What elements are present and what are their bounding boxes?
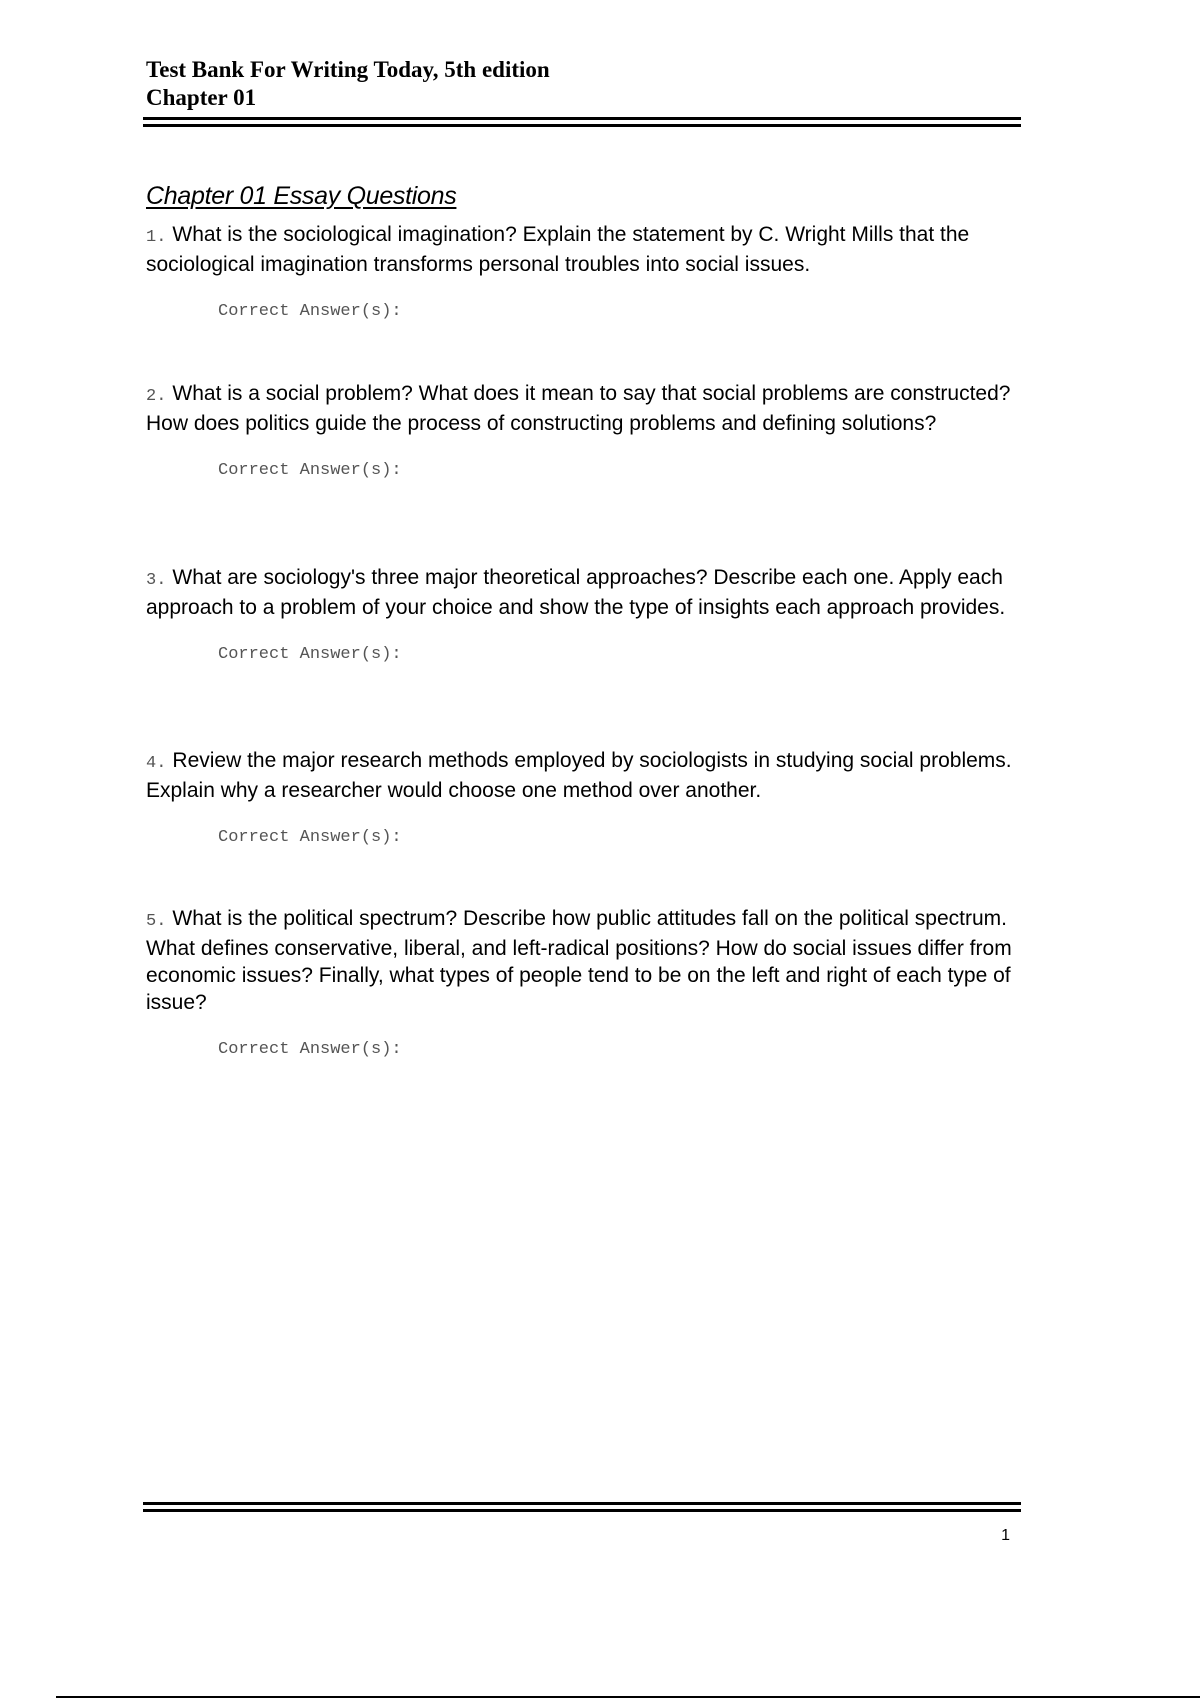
question-1: [146, 221, 1026, 321]
page-header: [146, 56, 1022, 112]
question-number: 2.: [146, 387, 167, 406]
question-text: [146, 380, 1026, 437]
question-number: 1.: [146, 228, 167, 247]
footer-divider: [143, 1502, 1021, 1512]
correct-answer-label: Correct Answer(s):: [218, 828, 402, 847]
question-text: [146, 747, 1026, 804]
header-divider: [143, 117, 1021, 127]
question-body: Review the major research methods employed by sociologists in studying social problems. Explain why a researcher would choose one method over another.: [146, 749, 1012, 802]
correct-answer-label: Correct Answer(s):: [218, 461, 402, 480]
question-number: 3.: [146, 571, 167, 590]
question-body: What is the political spectrum? Describe how public attitudes fall on the political spectrum. What defines conservative, liberal, and left-radical positions? How do social issues differ from economic issues? Finally, what types of people tend to be on the left and right of each type of issue?: [146, 907, 1012, 1014]
correct-answer-label: Correct Answer(s):: [218, 302, 402, 321]
question-4: [146, 747, 1026, 847]
question-text: [146, 905, 1026, 1016]
correct-answer-label: Correct Answer(s):: [218, 645, 402, 664]
document-title: Test Bank For Writing Today, 5th edition: [146, 57, 550, 82]
chapter-label: Chapter 01: [146, 85, 257, 110]
question-text: [146, 221, 1026, 278]
question-body: What are sociology's three major theoretical approaches? Describe each one. Apply each approach to a problem of your choice and show the type of insights each approach provides.: [146, 566, 1006, 619]
section-title: Chapter 01 Essay Questions: [146, 182, 457, 210]
correct-answer-label: Correct Answer(s):: [218, 1040, 402, 1059]
page-number: 1: [1001, 1527, 1010, 1544]
question-body: What is the sociological imagination? Explain the statement by C. Wright Mills that the sociological imagination transforms personal troubles into social issues.: [146, 223, 970, 276]
question-3: [146, 564, 1026, 664]
question-2: [146, 380, 1026, 480]
page-edge-line: [56, 1696, 1200, 1698]
question-body: What is a social problem? What does it mean to say that social problems are constructed? How does politics guide the process of constructing problems and defining solutions?: [146, 382, 1011, 435]
question-text: [146, 564, 1026, 621]
question-number: 4.: [146, 754, 167, 773]
question-number: 5.: [146, 912, 167, 931]
question-5: [146, 905, 1026, 1059]
